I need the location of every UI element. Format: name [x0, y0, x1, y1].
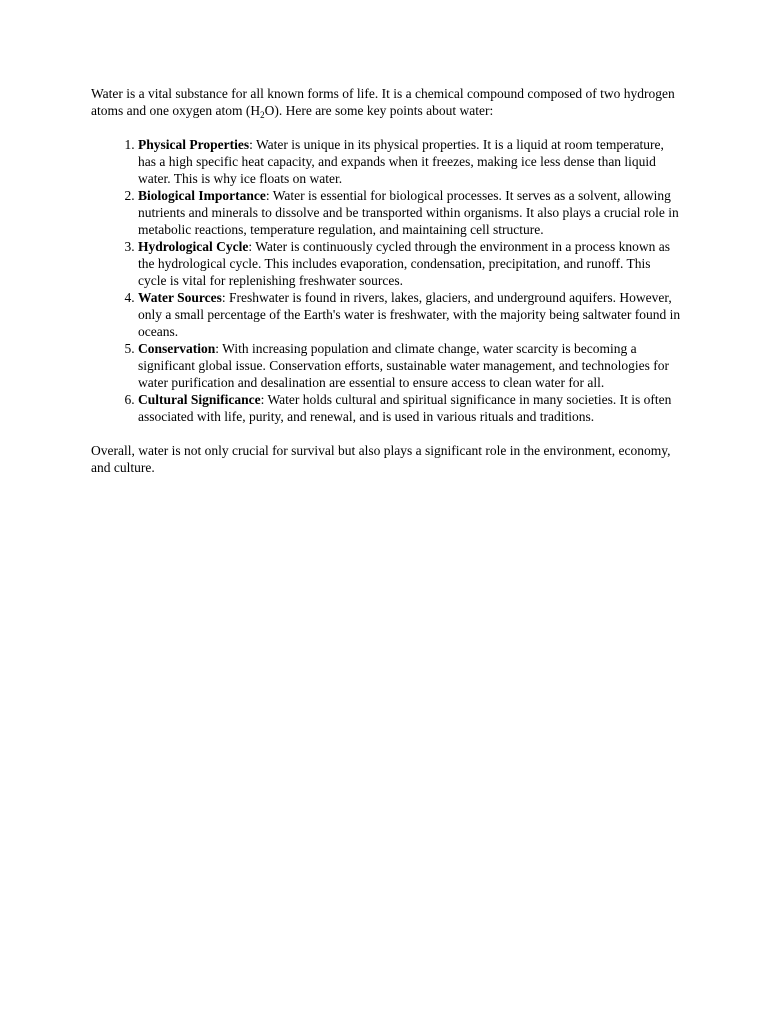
- list-item-text: : Water is unique in its physical properties. It is a liquid at room temperature, has a high specific heat capacity, and expands when it freezes, making ice less dense than liquid water. This is why ice floats on water.: [138, 137, 664, 186]
- key-points-list: [91, 136, 681, 425]
- conclusion-paragraph: Overall, water is not only crucial for survival but also plays a significant role in the environment, economy, and culture.: [91, 443, 671, 475]
- list-item: [138, 187, 681, 238]
- list-item-term: Hydrological Cycle: [138, 239, 249, 254]
- list-item: [138, 391, 681, 425]
- intro-text-start: Water is a vital substance for all known forms of life. It is a chemical compound composed of two hydrogen atoms and one oxygen atom (H: [91, 86, 675, 118]
- list-item-text: : Water is essential for biological processes. It serves as a solvent, allowing nutrients and minerals to dissolve and be transported within organisms. It also plays a crucial role in metabolic reactions, temperature regulation, and maintaining cell structure.: [138, 188, 679, 237]
- list-item-term: Biological Importance: [138, 188, 266, 203]
- list-item-term: Cultural Significance: [138, 392, 261, 407]
- list-item: [138, 136, 681, 187]
- intro-subscript: 2: [260, 110, 265, 120]
- list-item: [138, 289, 681, 340]
- list-item-text: : Water holds cultural and spiritual significance in many societies. It is often associated with life, purity, and renewal, and is used in various rituals and traditions.: [138, 392, 672, 424]
- list-item-term: Physical Properties: [138, 137, 250, 152]
- list-item-text: : Water is continuously cycled through the environment in a process known as the hydrological cycle. This includes evaporation, condensation, precipitation, and runoff. This cycle is vital for replenishing freshwater sources.: [138, 239, 670, 288]
- document-body: [91, 85, 681, 476]
- intro-text-end: O). Here are some key points about water:: [264, 103, 494, 118]
- list-item-term: Water Sources: [138, 290, 222, 305]
- list-item-text: : Freshwater is found in rivers, lakes, glaciers, and underground aquifers. However, only a small percentage of the Earth's water is freshwater, with the majority being saltwater found in oceans.: [138, 290, 681, 339]
- intro-paragraph: [91, 85, 681, 119]
- list-item-term: Conservation: [138, 341, 216, 356]
- list-item: [138, 340, 681, 391]
- list-item: [138, 238, 681, 289]
- list-item-text: : With increasing population and climate change, water scarcity is becoming a significant global issue. Conservation efforts, sustainable water management, and technologies for water purification and desalination are essential to ensure access to clean water for all.: [138, 341, 669, 390]
